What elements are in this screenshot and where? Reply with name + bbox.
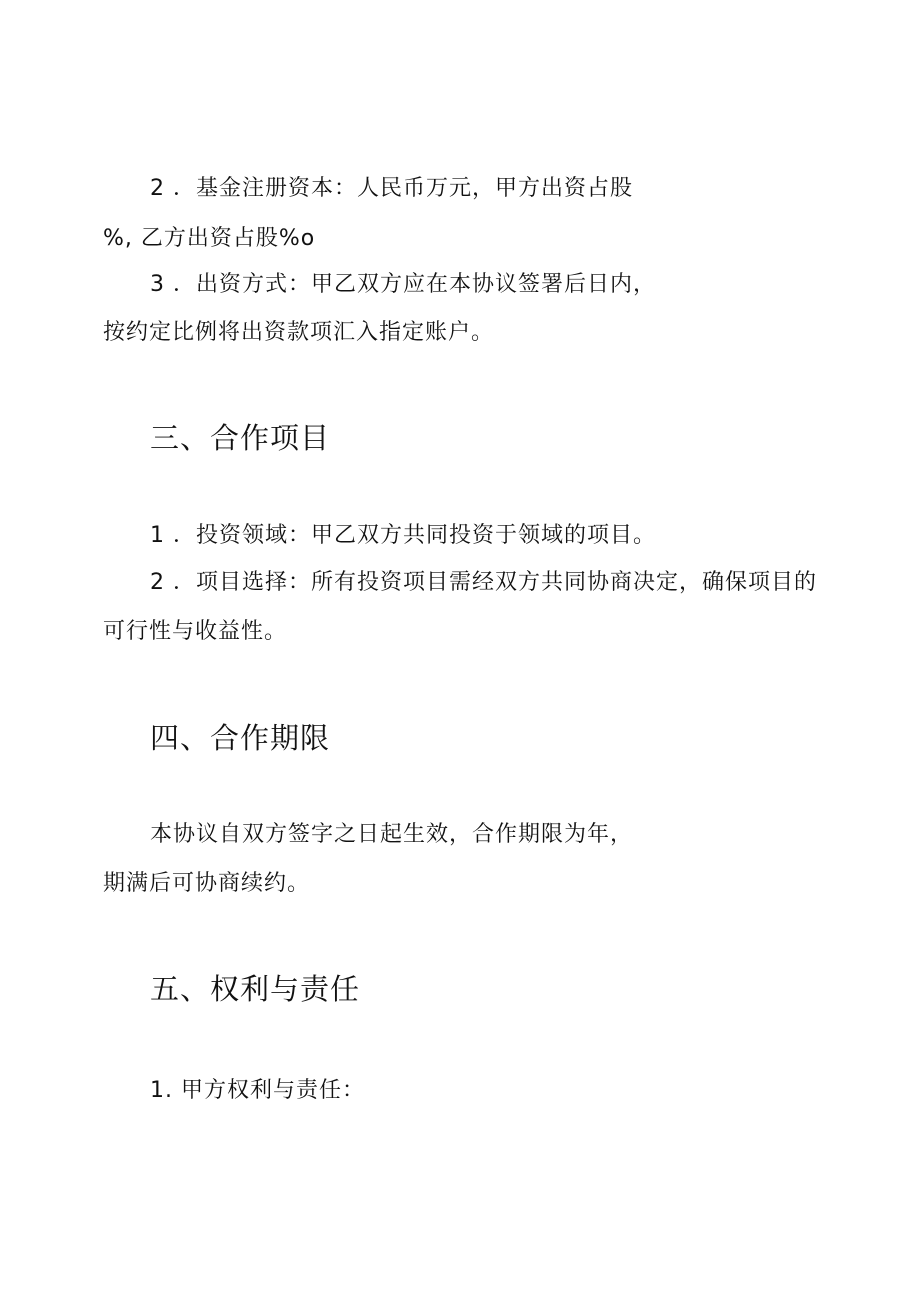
project-selection-item-line2: 可行性与收益性。 (103, 619, 288, 644)
party-a-rights-item: 1. 甲方权利与责任： (150, 1078, 365, 1103)
term-paragraph-line1: 本协议自双方签字之日起生效，合作期限为年， (150, 822, 634, 847)
capital-item-line2: %, 乙方出资占股%o (103, 226, 316, 251)
contribution-item-line1: 3 ．出资方式：甲乙双方应在本协议签署后日内， (150, 272, 656, 297)
project-selection-item-line1: 2 ．项目选择：所有投资项目需经双方共同协商决定，确保项目的 (150, 570, 817, 595)
section-heading-cooperation-term: 四、合作期限 (150, 721, 331, 755)
contribution-item-line2: 按约定比例将出资款项汇入指定账户。 (103, 320, 495, 345)
section-heading-cooperation-projects: 三、合作项目 (150, 421, 331, 455)
capital-item-line1: 2 ．基金注册资本：人民币万元，甲方出资占股 (150, 176, 633, 201)
section-heading-rights-responsibilities: 五、权利与责任 (150, 972, 361, 1006)
investment-field-item: 1 ．投资领域：甲乙双方共同投资于领域的项目。 (150, 523, 656, 548)
term-paragraph-line2: 期满后可协商续约。 (103, 871, 311, 896)
